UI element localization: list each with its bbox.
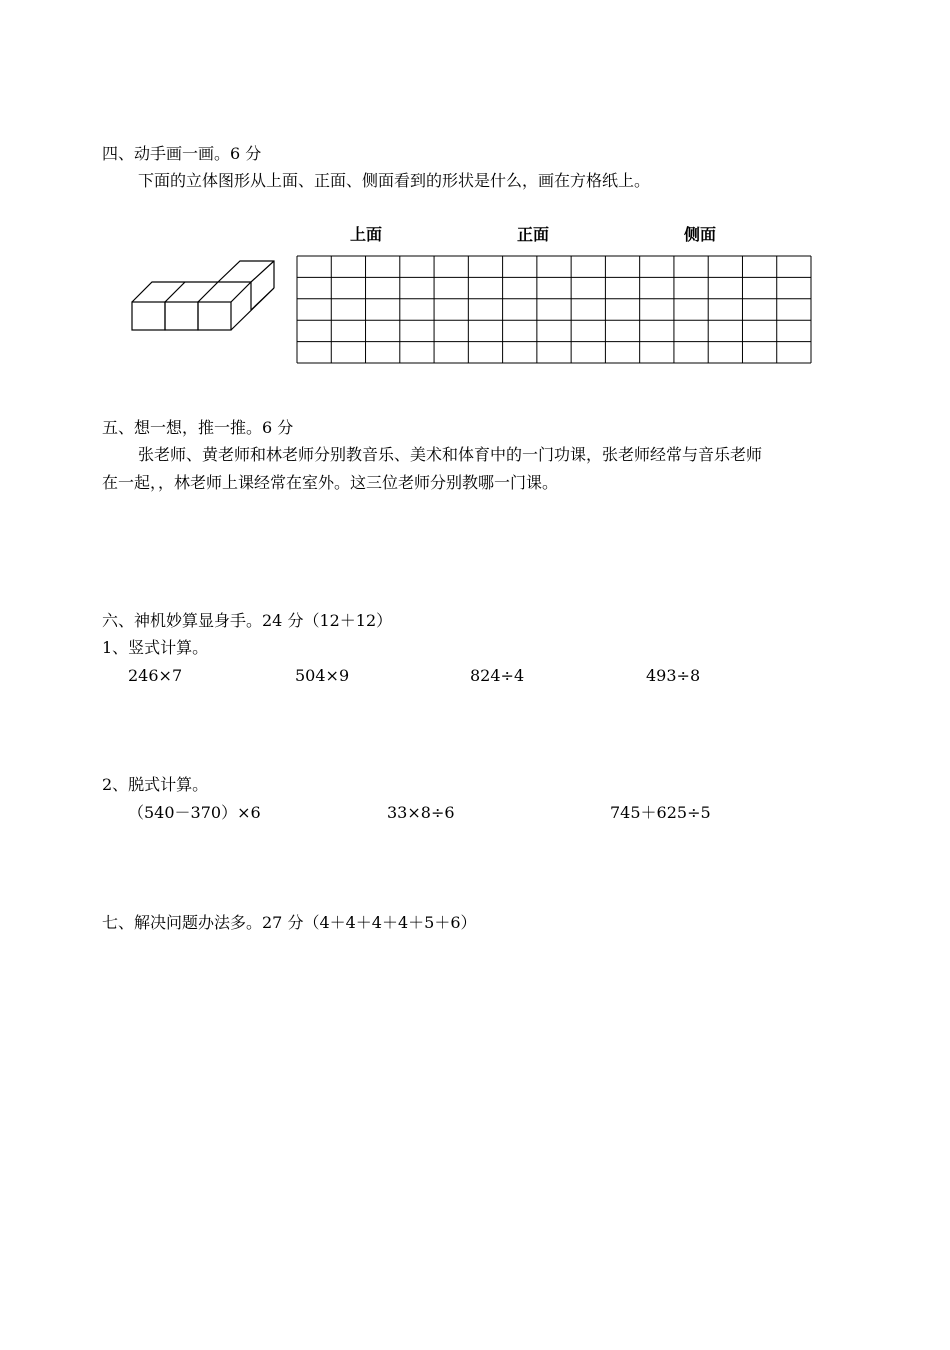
- section4-instruction: 下面的立体图形从上面、正面、侧面看到的形状是什么，画在方格纸上。: [138, 171, 651, 190]
- problem-2-2: 33×8÷6: [387, 803, 455, 822]
- cube-front-1: [132, 302, 165, 330]
- cube-figure: [125, 255, 285, 345]
- problem-1-1: 246×7: [128, 666, 183, 685]
- section5-line1: 张老师、黄老师和林老师分别教音乐、美术和体育中的一门功课，张老师经常与音乐老师: [138, 445, 763, 464]
- section5-line2: 在一起，，林老师上课经常在室外。这三位老师分别教哪一门课。: [102, 473, 559, 492]
- section4-title: 四、动手画一画。6 分: [102, 144, 262, 163]
- view-label-top: 上面: [350, 225, 383, 244]
- grid-paper: [296, 255, 812, 363]
- view-label-side: 侧面: [684, 225, 717, 244]
- section5-title: 五、想一想，推一推。6 分: [102, 418, 294, 437]
- section6-part1-title: 1、竖式计算。: [102, 638, 209, 657]
- cube-front-2: [165, 302, 198, 330]
- section6-title: 六、神机妙算显身手。24 分（12＋12）: [102, 611, 393, 630]
- section7-title: 七、解决问题办法多。27 分（4＋4＋4＋4＋5＋6）: [102, 913, 477, 932]
- view-label-front: 正面: [517, 225, 550, 244]
- problem-2-1: （540－370）×6: [128, 803, 261, 822]
- problem-1-3: 824÷4: [470, 666, 525, 685]
- cube-front-3: [198, 302, 231, 330]
- section6-part2-title: 2、脱式计算。: [102, 775, 209, 794]
- problem-1-4: 493÷8: [646, 666, 701, 685]
- problem-1-2: 504×9: [295, 666, 350, 685]
- problem-2-3: 745＋625÷5: [610, 803, 711, 822]
